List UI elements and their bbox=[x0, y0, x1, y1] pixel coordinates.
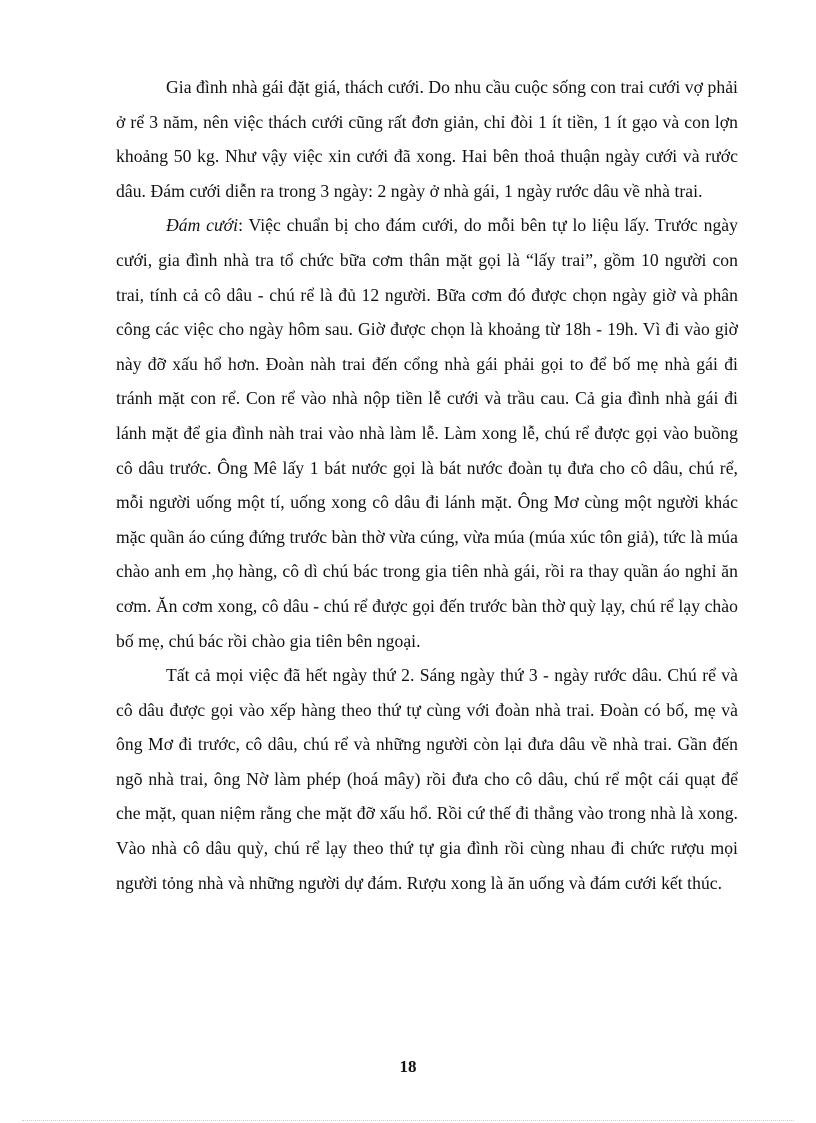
paragraph-text: : Việc chuẩn bị cho đám cưới, do mỗi bên tự lo liệu lấy. Trước ngày cưới, gia đình nhà tra tổ chức bữa cơm thân mặt gọi là “lấy trai”, gồm 10 người con trai, tính cả cô dâu - chú rể là đủ 12 người. Bữa cơm đó được chọn ngày giờ và phân công các việc cho ngày hôm sau. Giờ được chọn là khoảng từ 18h - 19h. Vì đi vào giờ này đỡ xấu hổ hơn. Đoàn nàh trai đến cổng nhà gái phải gọi to để bố mẹ nhà gái đi tránh mặt con rể. Con rể vào nhà nộp tiền lễ cưới và trầu cau. Cả gia đình nhà gái đi lánh mặt để gia đình nàh trai vào nhà làm lễ. Làm xong lễ, chú rể được gọi vào buồng cô dâu trước. Ông Mê lấy 1 bát nước gọi là bát nước đoàn tụ đưa cho cô dâu, chú rể, mỗi người uống một tí, uống xong cô dâu đi lánh mặt. Ông Mơ cùng một người khác mặc quần áo cúng đứng trước bàn thờ vừa cúng, vừa múa (múa xúc tôn giả), tức là múa chào anh em ,họ hàng, cô dì chú bác trong gia tiên nhà gái, rồi ra thay quần áo nghỉ ăn cơm. Ăn cơm xong, cô dâu - chú rể được gọi đến trước bàn thờ quỳ lạy, chú rể lạy chào bố mẹ, chú bác rồi chào gia tiên bên ngoại. bbox=[116, 215, 738, 651]
paragraph-text: Tất cả mọi việc đã hết ngày thứ 2. Sáng ngày thứ 3 - ngày rước dâu. Chú rể và cô dâu được gọi vào xếp hàng theo thứ tự cùng với đoàn nhà trai. Đoàn có bố, mẹ và ông Mơ đi trước, cô dâu, chú rể và những người còn lại đưa dâu về nhà trai. Gần đến ngõ nhà trai, ông Nờ làm phép (hoá mây) rồi đưa cho cô dâu, chú rể một cái quạt để che mặt, quan niệm rằng che mặt đỡ xấu hổ. Rồi cứ thế đi thẳng vào trong nhà là xong. Vào nhà cô dâu quỳ, chú rể lạy theo thứ tự gia đình rồi cùng nhau đi chức rượu mọi người tỏng nhà và những người dự đám. Rượu xong là ăn uống và đám cưới kết thúc. bbox=[116, 665, 738, 893]
page-number: 18 bbox=[399, 1057, 417, 1076]
paragraph-lead-italic: Đám cưới bbox=[166, 215, 239, 236]
paragraph-third-day bbox=[116, 658, 738, 900]
paragraph-wedding bbox=[116, 208, 738, 658]
paragraph-text: Gia đình nhà gái đặt giá, thách cưới. Do nhu cầu cuộc sống con trai cưới vợ phải ở rể 3 năm, nên việc thách cưới cũng rất đơn giản, chỉ đòi 1 ít tiền, 1 ít gạo và con lợn khoảng 50 kg. Như vậy việc xin cưới đã xong. Hai bên thoả thuận ngày cưới và rước dâu. Đám cưới diễn ra trong 3 ngày: 2 ngày ở nhà gái, 1 ngày rước dâu về nhà trai. bbox=[116, 77, 738, 201]
page-bottom-divider bbox=[22, 1120, 794, 1121]
paragraph-bride-price bbox=[116, 70, 738, 208]
document-body bbox=[116, 70, 738, 900]
